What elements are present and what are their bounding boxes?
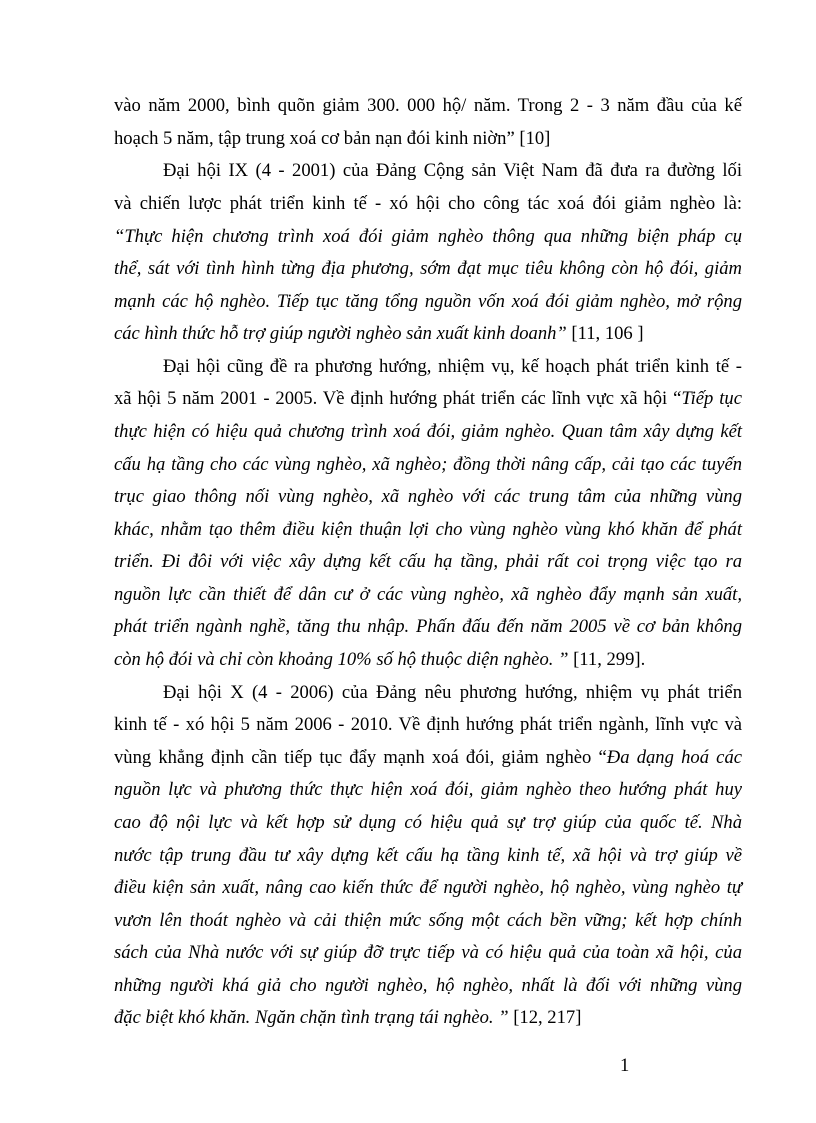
text-segment: những người khá giả cho người nghèo, hộ nghèo, nhất là đối với những vùng [114, 975, 742, 996]
text-segment: Tiếp tục [681, 388, 742, 409]
text-segment: và chiến lược phát triển kinh tế - xó hội cho công tác xoá đói giảm nghèo là: [114, 193, 742, 214]
text-segment: kinh tế - xó hội 5 năm 2006 - 2010. Về định hướng phát triển ngành, lĩnh vực và [114, 714, 742, 735]
quote-line [114, 649, 645, 671]
quote-line [114, 226, 742, 248]
text-segment: mạnh các hộ nghèo. Tiếp tục tăng tổng nguồn vốn xoá đói giảm nghèo, mở rộng [114, 291, 742, 312]
text-segment: cấu hạ tầng cho các vùng nghèo, xã nghèo; đồng thời nâng cấp, cải tạo các tuyến [114, 454, 742, 475]
text-segment: cao độ nội lực và kết hợp sử dụng có hiệu quả sự trợ giúp của quốc tế. Nhà [114, 812, 742, 833]
citation: [12, 217] [508, 1007, 582, 1028]
quote-line [114, 877, 742, 899]
quote-line [114, 454, 742, 476]
quote-line [114, 910, 742, 932]
text-segment: trục giao thông nối vùng nghèo, xã nghèo với các trung tâm của những vùng [114, 486, 742, 507]
text-segment: nguồn lực cần thiết để dân cư ở các vùng nghèo, xã nghèo đẩy mạnh sản xuất, [114, 584, 742, 605]
citation: [11, 106 ] [566, 323, 644, 344]
text-segment: Đa dạng hoá các [606, 747, 742, 768]
quote-line [114, 1007, 581, 1029]
paragraph-start-line [163, 356, 742, 378]
quote-line [114, 258, 742, 280]
quote-line [114, 779, 742, 801]
text-segment: xã hội 5 năm 2001 - 2005. Về định hướng phát triển các lĩnh vực xã hội “ [114, 388, 682, 409]
citation: [11, 299]. [568, 649, 646, 670]
text-segment: thể, sát với tình hình từng địa phương, sớm đạt mục tiêu không còn hộ đói, giảm [114, 258, 742, 279]
paragraph-start-line [163, 160, 742, 182]
quote-line [114, 551, 742, 573]
quote-line [114, 584, 742, 606]
quote-line [114, 942, 742, 964]
text-segment: các hình thức hỗ trợ giúp người nghèo sản xuất kinh doanh” [114, 323, 567, 344]
text-segment: khác, nhằm tạo thêm điều kiện thuận lợi cho vùng nghèo vùng khó khăn để phát [114, 519, 742, 540]
text-line [114, 388, 742, 410]
text-segment: vùng khẳng định cần tiếp tục đẩy mạnh xoá đói, giảm nghèo “ [114, 747, 607, 768]
text-segment: triển. Đi đôi với việc xây dựng kết cấu hạ tầng, phải rất coi trọng việc tạo ra [114, 551, 742, 572]
text-segment: đặc biệt khó khăn. Ngăn chặn tình trạng tái nghèo. ” [114, 1007, 509, 1028]
quote-line [114, 519, 742, 541]
text-segment: Đại hội cũng đề ra phương hướng, nhiệm vụ, kế hoạch phát triển kinh tế - [163, 356, 742, 377]
text-segment: Đại hội X (4 - 2006) của Đảng nêu phương hướng, nhiệm vụ phát triển [163, 682, 742, 703]
quote-line [114, 323, 644, 345]
text-segment: điều kiện sản xuất, nâng cao kiến thức để người nghèo, hộ nghèo, vùng nghèo tự [114, 877, 742, 898]
text-segment: nước tập trung đầu tư xây dựng kết cấu hạ tầng kinh tế, xã hội và trợ giúp về [114, 845, 742, 866]
text-segment: vươn lên thoát nghèo và cải thiện mức sống một cách bền vững; kết hợp chính [114, 910, 742, 931]
text-segment: thực hiện có hiệu quả chương trình xoá đói, giảm nghèo. Quan tâm xây dựng kết [114, 421, 742, 442]
page-number: 1 [620, 1055, 630, 1076]
text-line [114, 193, 742, 215]
text-segment: Đại hội IX (4 - 2001) của Đảng Cộng sản Việt Nam đã đưa ra đường lối [163, 160, 742, 181]
text-segment: còn hộ đói và chỉ còn khoảng 10% số hộ thuộc diện nghèo. ” [114, 649, 569, 670]
text-segment: nguồn lực và phương thức thực hiện xoá đói, giảm nghèo theo hướng phát huy [114, 779, 742, 800]
text-segment: phát triển ngành nghề, tăng thu nhập. Phấn đấu đến năm 2005 về cơ bản không [114, 616, 742, 637]
text-segment: vào năm 2000, bình quõn giảm 300. 000 hộ/ năm. Trong 2 - 3 năm đầu của kế [114, 95, 742, 116]
quote-line [114, 812, 742, 834]
quote-line [114, 616, 742, 638]
quote-line [114, 975, 742, 997]
text-line [114, 747, 742, 769]
text-segment: hoạch 5 năm, tập trung xoá cơ bản nạn đói kinh niờn” [10] [114, 128, 551, 149]
text-segment: “Thực hiện chương trình xoá đói giảm nghèo thông qua những biện pháp cụ [114, 226, 742, 247]
quote-line [114, 486, 742, 508]
text-line [114, 95, 742, 117]
text-segment: sách của Nhà nước với sự giúp đỡ trực tiếp và có hiệu quả của toàn xã hội, của [114, 942, 742, 963]
text-line [114, 714, 742, 736]
quote-line [114, 291, 742, 313]
paragraph-start-line [163, 682, 742, 704]
quote-line [114, 845, 742, 867]
text-line [114, 128, 550, 150]
quote-line [114, 421, 742, 443]
